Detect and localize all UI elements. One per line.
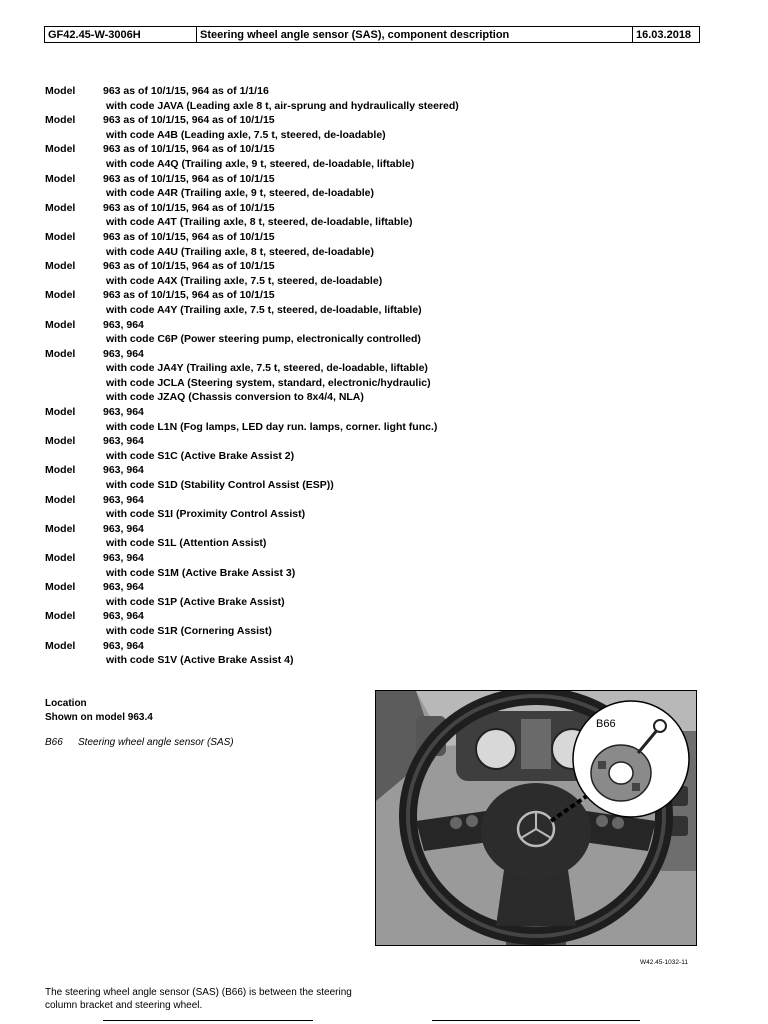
model-series: 963, 964 bbox=[103, 464, 144, 477]
model-code-line: with code A4T (Trailing axle, 8 t, steered, de-loadable, liftable) bbox=[106, 216, 413, 229]
model-code-line: with code A4U (Trailing axle, 8 t, steered, de-loadable) bbox=[106, 245, 375, 258]
model-entry bbox=[45, 259, 665, 288]
model-details bbox=[103, 288, 665, 317]
model-details bbox=[103, 142, 665, 171]
model-code-line: with code S1M (Active Brake Assist 3) bbox=[106, 566, 296, 579]
model-details bbox=[103, 522, 665, 551]
model-details bbox=[103, 347, 665, 405]
model-details bbox=[103, 172, 665, 201]
model-series: 963, 964 bbox=[103, 347, 144, 360]
model-series: 963, 964 bbox=[103, 639, 144, 652]
model-details bbox=[103, 639, 665, 668]
model-code-line: with code L1N (Fog lamps, LED day run. lamps, corner. light func.) bbox=[106, 420, 438, 433]
model-entry bbox=[45, 580, 665, 609]
model-entry bbox=[45, 639, 665, 668]
model-series: 963 as of 10/1/15, 964 as of 1/1/16 bbox=[103, 85, 269, 97]
location-block bbox=[45, 697, 153, 724]
model-details bbox=[103, 609, 665, 638]
model-code-line: with code A4X (Trailing axle, 7.5 t, steered, de-loadable) bbox=[106, 274, 383, 287]
model-label: Model bbox=[45, 318, 76, 331]
model-entry bbox=[45, 434, 665, 463]
model-series: 963, 964 bbox=[103, 522, 144, 535]
model-label: Model bbox=[45, 552, 76, 564]
model-details bbox=[103, 230, 665, 259]
model-label: Model bbox=[45, 289, 76, 302]
model-series: 963, 964 bbox=[103, 610, 144, 623]
callout-label: B66 bbox=[596, 718, 616, 730]
model-entry bbox=[45, 493, 665, 522]
model-series: 963 as of 10/1/15, 964 as of 10/1/15 bbox=[103, 230, 275, 243]
model-series: 963, 964 bbox=[103, 552, 144, 564]
model-entry bbox=[45, 347, 665, 405]
model-entry bbox=[45, 201, 665, 230]
model-code-line: with code C6P (Power steering pump, electronically controlled) bbox=[106, 333, 421, 346]
model-code-line: with code S1I (Proximity Control Assist) bbox=[106, 508, 306, 521]
model-entry bbox=[45, 142, 665, 171]
model-code-line: with code S1R (Cornering Assist) bbox=[106, 624, 272, 637]
model-entry bbox=[45, 551, 665, 580]
model-series: 963, 964 bbox=[103, 581, 144, 594]
document-date: 16.03.2018 bbox=[636, 29, 692, 41]
model-code-line: with code A4Q (Trailing axle, 9 t, steered, de-loadable, liftable) bbox=[106, 157, 415, 170]
model-details bbox=[103, 493, 665, 522]
model-entry bbox=[45, 463, 665, 492]
model-code-line: with code S1C (Active Brake Assist 2) bbox=[106, 449, 295, 462]
model-label: Model bbox=[45, 114, 76, 127]
model-details bbox=[103, 259, 665, 288]
model-entry bbox=[45, 405, 665, 434]
model-details bbox=[103, 551, 665, 580]
model-details bbox=[103, 201, 665, 230]
model-code-line: with code JAVA (Leading axle 8 t, air-sprung and hydraulically steered) bbox=[106, 99, 459, 112]
model-code-line: with code JCLA (Steering system, standard, electronic/hydraulic) bbox=[106, 376, 431, 389]
model-code-line: with code S1V (Active Brake Assist 4) bbox=[106, 654, 294, 667]
model-code-line: with code JA4Y (Trailing axle, 7.5 t, steered, de-loadable, liftable) bbox=[106, 362, 428, 375]
model-details bbox=[103, 580, 665, 609]
model-code-line: with code A4Y (Trailing axle, 7.5 t, steered, de-loadable, liftable) bbox=[106, 303, 422, 316]
model-label: Model bbox=[45, 610, 76, 623]
model-entry bbox=[45, 522, 665, 551]
legend-code: B66 bbox=[45, 737, 63, 748]
legend-text: Steering wheel angle sensor (SAS) bbox=[78, 737, 234, 748]
model-entry bbox=[45, 318, 665, 347]
model-code-line: with code S1L (Attention Assist) bbox=[106, 537, 267, 550]
model-series: 963 as of 10/1/15, 964 as of 10/1/15 bbox=[103, 201, 275, 214]
model-label: Model bbox=[45, 230, 76, 243]
model-details bbox=[103, 463, 665, 492]
model-label: Model bbox=[45, 406, 76, 419]
model-entry bbox=[45, 230, 665, 259]
model-series: 963 as of 10/1/15, 964 as of 10/1/15 bbox=[103, 289, 275, 302]
model-details bbox=[103, 405, 665, 434]
model-entry bbox=[45, 172, 665, 201]
model-details bbox=[103, 84, 665, 113]
model-series: 963 as of 10/1/15, 964 as of 10/1/15 bbox=[103, 172, 275, 185]
model-series: 963 as of 10/1/15, 964 as of 10/1/15 bbox=[103, 143, 275, 156]
steering-wheel-figure bbox=[375, 690, 697, 946]
model-label: Model bbox=[45, 493, 76, 506]
footer-rule-left bbox=[103, 1020, 313, 1021]
model-label: Model bbox=[45, 201, 76, 214]
model-entry bbox=[45, 288, 665, 317]
description-text: The steering wheel angle sensor (SAS) (B66) is between the steering column bracket and steering wheel. bbox=[45, 987, 352, 1011]
model-details bbox=[103, 434, 665, 463]
model-details bbox=[103, 113, 665, 142]
model-label: Model bbox=[45, 522, 76, 535]
model-label: Model bbox=[45, 260, 76, 273]
model-series: 963, 964 bbox=[103, 318, 144, 331]
location-heading: Location bbox=[45, 698, 87, 709]
model-entry bbox=[45, 113, 665, 142]
model-label: Model bbox=[45, 581, 76, 594]
model-label: Model bbox=[45, 347, 76, 360]
figure-reference: W42.45-1032-11 bbox=[640, 959, 688, 966]
model-code-line: with code JZAQ (Chassis conversion to 8x4/4, NLA) bbox=[106, 391, 364, 404]
model-label: Model bbox=[45, 464, 76, 477]
model-series: 963 as of 10/1/15, 964 as of 10/1/15 bbox=[103, 260, 275, 273]
model-code-line: with code S1D (Stability Control Assist (ESP)) bbox=[106, 479, 334, 492]
model-code-line: with code S1P (Active Brake Assist) bbox=[106, 595, 285, 608]
model-entry bbox=[45, 84, 665, 113]
model-series: 963, 964 bbox=[103, 406, 144, 419]
model-label: Model bbox=[45, 172, 76, 185]
model-series: 963 as of 10/1/15, 964 as of 10/1/15 bbox=[103, 114, 275, 127]
model-label: Model bbox=[45, 639, 76, 652]
model-series: 963, 964 bbox=[103, 493, 144, 506]
model-label: Model bbox=[45, 435, 76, 448]
footer-rule-right bbox=[432, 1020, 640, 1021]
model-details bbox=[103, 318, 665, 347]
model-label: Model bbox=[45, 143, 76, 156]
steering-wheel-illustration bbox=[376, 691, 696, 945]
figure-legend bbox=[45, 737, 234, 748]
document-title: Steering wheel angle sensor (SAS), component description bbox=[197, 27, 633, 42]
model-label: Model bbox=[45, 85, 76, 97]
model-entry bbox=[45, 609, 665, 638]
document-header-table bbox=[44, 26, 700, 43]
document-id: GF42.45-W-3006H bbox=[45, 27, 197, 42]
model-code-line: with code A4R (Trailing axle, 9 t, steered, de-loadable) bbox=[106, 187, 375, 200]
location-shown-on: Shown on model 963.4 bbox=[45, 711, 153, 723]
model-applicability-list bbox=[45, 84, 665, 668]
model-code-line: with code A4B (Leading axle, 7.5 t, steered, de-loadable) bbox=[106, 128, 386, 141]
model-series: 963, 964 bbox=[103, 435, 144, 448]
